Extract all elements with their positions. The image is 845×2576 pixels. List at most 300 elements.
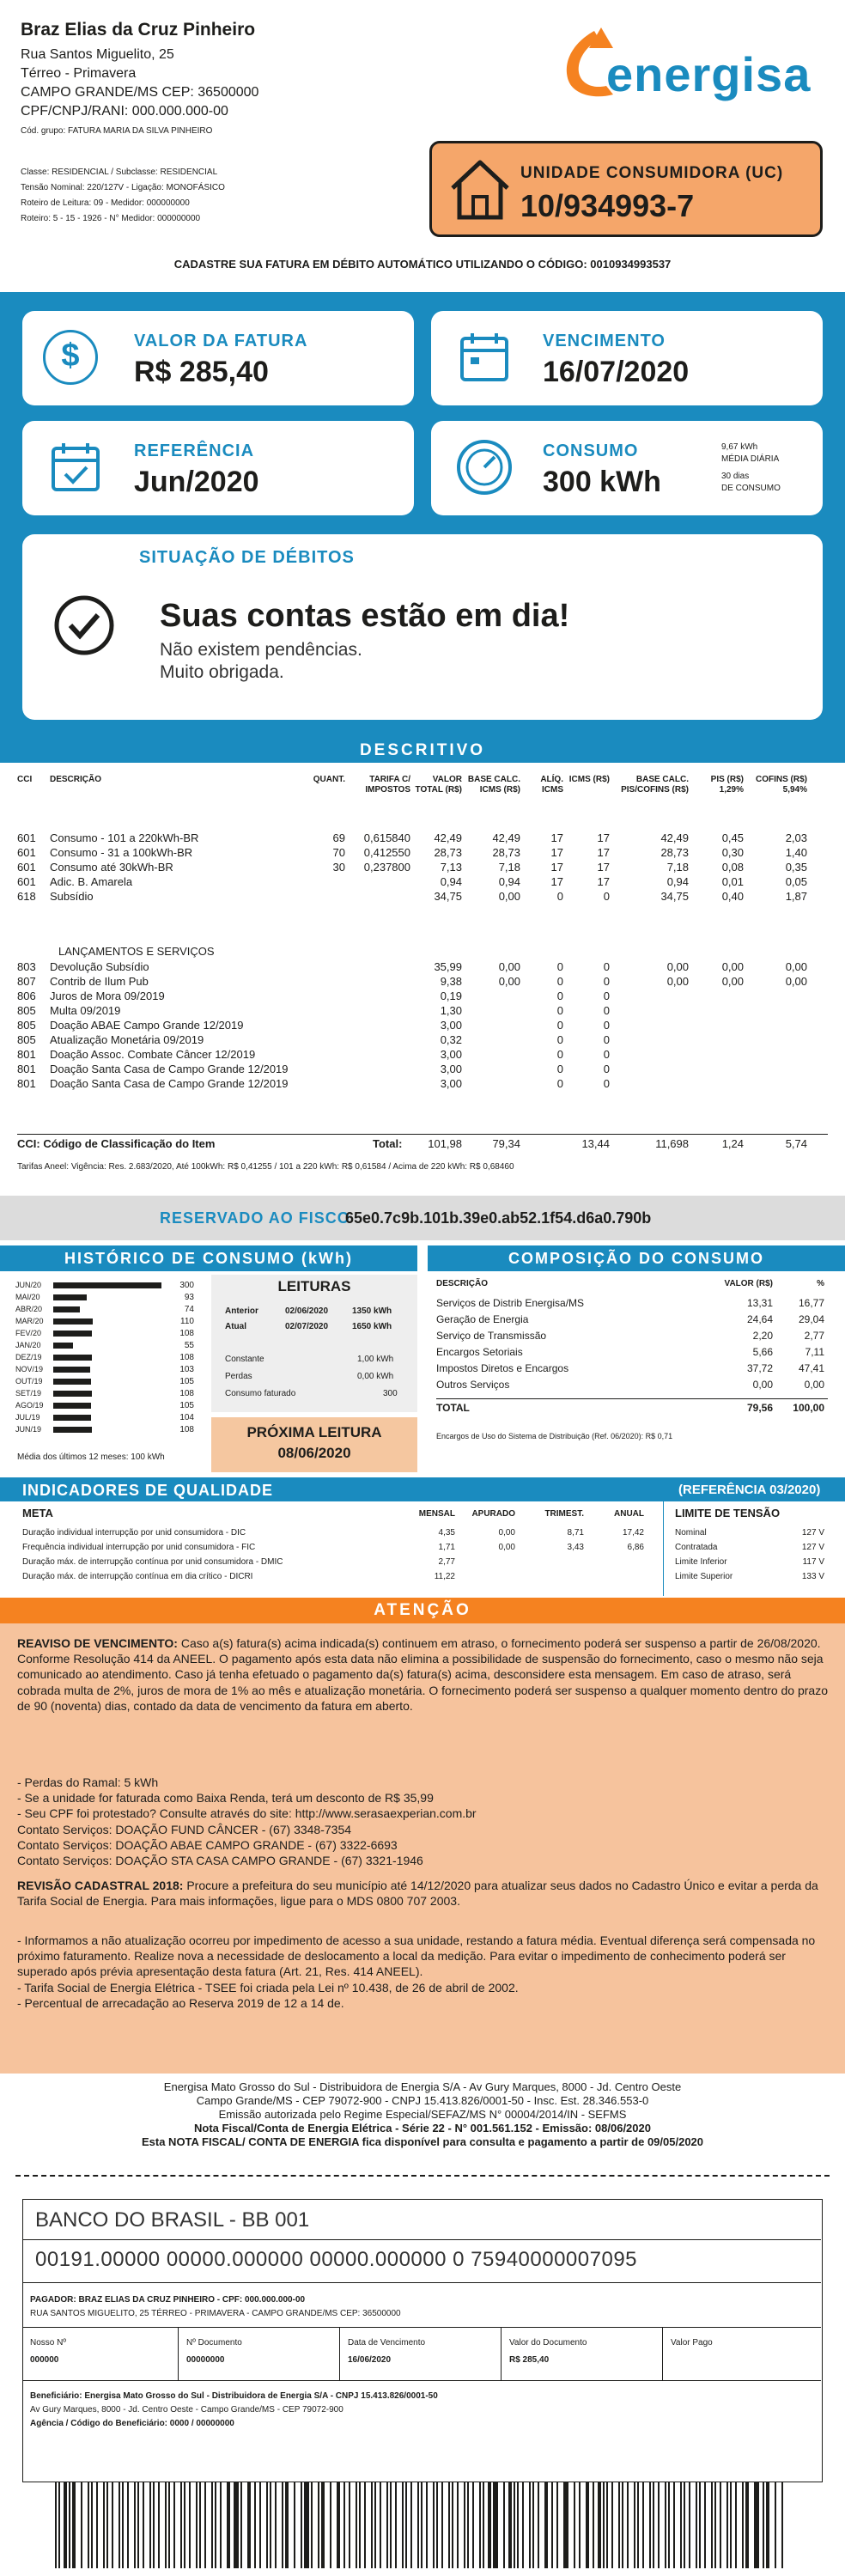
footer-line-2: Campo Grande/MS - CEP 79072-900 - CNPJ 15.413.826/0001-50 - Insc. Est. 28.346.553-0	[196, 2094, 649, 2107]
composicao-header-desc: DESCRIÇÃO	[436, 1279, 489, 1288]
check-circle-icon	[53, 594, 115, 656]
descritivo-cell: 0	[556, 960, 563, 973]
indicador-value: 0,00	[498, 1543, 515, 1552]
descritivo-cell: 801	[17, 1048, 36, 1061]
tensao-label: Contratada	[675, 1543, 718, 1552]
customer-meta-4: Roteiro: 5 - 15 - 1926 - N° Medidor: 000000000	[21, 214, 201, 223]
descritivo-cell: 3,00	[440, 1077, 462, 1090]
situacao-sub-2: Muito obrigada.	[160, 662, 284, 682]
pagador-value: BRAZ ELIAS DA CRUZ PINHEIRO - CPF: 000.000.000-00	[78, 2295, 306, 2305]
descritivo-cell: 7,13	[440, 861, 462, 874]
consumo-dias-value: 30 dias	[721, 472, 750, 481]
descritivo-cell: Juros de Mora 09/2019	[50, 990, 165, 1002]
descritivo-cell: Doação Santa Casa de Campo Grande 12/2019	[50, 1063, 289, 1075]
barcode-bar	[775, 2482, 776, 2568]
descritivo-row	[0, 875, 845, 889]
descritivo-cell: 0,00	[666, 975, 689, 988]
descritivo-cell: 807	[17, 975, 36, 988]
barcode-bar	[781, 2482, 783, 2568]
descritivo-cell: Contrib de Ilum Pub	[50, 975, 149, 988]
consumo-dias-label: DE CONSUMO	[721, 484, 781, 493]
descritivo-header-cell: DESCRIÇÃO	[50, 775, 102, 784]
composicao-valor: 5,66	[752, 1346, 773, 1358]
composicao-pct: 47,41	[798, 1362, 824, 1374]
descritivo-row	[0, 1004, 845, 1018]
barcode-bar	[426, 2482, 428, 2568]
barcode-bar	[275, 2482, 277, 2568]
hist-bar	[53, 1391, 92, 1397]
revisao-text: Procure a prefeitura do seu município até 14/12/2020 para atualizar seus dados no Cadastro Único e evitar a perda da Tarifa Social de Energia. Para mais informações, ligue para o MDS 0800 707 2003.	[17, 1879, 818, 1909]
hist-bar	[53, 1379, 91, 1385]
descritivo-cell: 0,94	[498, 875, 520, 888]
hist-value: 108	[179, 1389, 194, 1398]
beneficiario-line-3: Agência / Código do Beneficiário: 0000 / 00000000	[30, 2419, 234, 2428]
barcode-bar	[593, 2482, 594, 2568]
barcode-bar	[395, 2482, 397, 2568]
descritivo-cell: 0	[556, 1033, 563, 1046]
boleto-field-label: Nº Documento	[186, 2338, 242, 2348]
descritivo-cell: Atualização Monetária 09/2019	[50, 1033, 204, 1046]
revisao-title: REVISÃO CADASTRAL 2018:	[17, 1879, 184, 1892]
barcode-bar	[704, 2482, 706, 2568]
atencao-line: Contato Serviços: DOAÇÃO ABAE CAMPO GRANDE - (67) 3322-6693	[17, 1837, 398, 1852]
composicao-pct: 16,77	[798, 1297, 824, 1309]
barcode-bar	[766, 2482, 769, 2568]
barcode-bar	[153, 2482, 155, 2568]
descritivo-cell: 801	[17, 1063, 36, 1075]
indicador-desc: Frequência individual interrupção por unid consumidora - FIC	[22, 1543, 256, 1552]
barcode-bar	[467, 2482, 469, 2568]
consumo-faturado-label: Consumo faturado	[225, 1389, 296, 1398]
descritivo-cell: 0	[556, 1077, 563, 1090]
barcode-bar	[658, 2482, 660, 2568]
total-value: 11,698	[655, 1137, 689, 1150]
hist-bar	[53, 1306, 80, 1312]
descritivo-cell: 0	[603, 890, 610, 903]
boleto-field-separator	[178, 2327, 179, 2380]
barcode-bar	[266, 2482, 268, 2568]
descritivo-header-cell: CCI	[17, 775, 33, 784]
descritivo-cell: 601	[17, 861, 36, 874]
descritivo-cell: 0	[603, 1004, 610, 1017]
hist-month-label: JUN/19	[15, 1425, 42, 1434]
barcode-bar	[72, 2482, 76, 2568]
debito-automatico-line: CADASTRE SUA FATURA EM DÉBITO AUTOMÁTICO UTILIZANDO O CÓDIGO: 0010934993537	[173, 258, 672, 271]
descritivo-header-cell: VALOR TOTAL (R$)	[415, 775, 462, 795]
customer-name: Braz Elias da Cruz Pinheiro	[21, 20, 256, 40]
barcode-bar	[318, 2482, 319, 2568]
pagador-address: RUA SANTOS MIGUELITO, 25 TÉRREO - PRIMAVERA - CAMPO GRANDE/MS CEP: 36500000	[30, 2309, 401, 2318]
descritivo-cell: Subsídio	[50, 890, 94, 903]
descritivo-cell: 9,38	[440, 975, 462, 988]
uc-value: 10/934993-7	[520, 188, 695, 223]
descritivo-cell: 0,00	[785, 960, 807, 973]
tensao-separator	[663, 1501, 664, 1596]
hist-month-label: FEV/20	[15, 1329, 42, 1337]
barcode-bar	[452, 2482, 453, 2568]
descritivo-cell: 0,40	[721, 890, 744, 903]
barcode-bar	[603, 2482, 605, 2568]
consumo-label: CONSUMO	[543, 442, 639, 460]
descritivo-cell: 0,237800	[363, 861, 410, 874]
descritivo-cell: 0,94	[666, 875, 689, 888]
atencao-line: - Se a unidade for faturada como Baixa Renda, terá um desconto de R$ 35,99	[17, 1791, 434, 1806]
barcode-bar	[356, 2482, 357, 2568]
composicao-desc: Serviço de Transmissão	[436, 1330, 547, 1342]
descritivo-cell: 0,00	[498, 890, 520, 903]
hist-bar	[53, 1331, 92, 1337]
hist-value: 108	[179, 1353, 194, 1362]
hist-bar	[53, 1427, 92, 1433]
fisco-strip	[0, 1196, 845, 1240]
indicadores-col-header: TRIMEST.	[544, 1509, 584, 1519]
hist-bar	[53, 1294, 87, 1300]
consumo-media-label: MÉDIA DIÁRIA	[721, 454, 780, 464]
barcode-bar	[88, 2482, 89, 2568]
descritivo-header-cell: ICMS (R$)	[568, 775, 610, 784]
situacao-debitos-card	[22, 534, 823, 720]
hist-bar	[53, 1318, 93, 1325]
descritivo-header-cell: BASE CALC. PIS/COFINS (R$)	[621, 775, 689, 795]
consumo-value: 300 kWh	[543, 466, 661, 498]
descritivo-cell: 0,19	[440, 990, 462, 1002]
hist-month-label: SET/19	[15, 1389, 42, 1398]
cut-line	[15, 2175, 830, 2177]
descritivo-cell: 70	[332, 846, 345, 859]
hist-month-label: JUL/19	[15, 1413, 40, 1422]
barcode-bar	[529, 2482, 531, 2568]
barcode-bar	[364, 2482, 366, 2568]
boleto-linha-digitavel[interactable]: 00191.00000 00000.000000 00000.000000 0 75940000007095	[35, 2248, 638, 2271]
barcode-bar	[215, 2482, 216, 2568]
descritivo-cell: 0,615840	[363, 831, 410, 844]
barcode-bar	[402, 2482, 404, 2568]
barcode-bar	[374, 2482, 376, 2568]
barcode-bar	[689, 2482, 690, 2568]
perdas-value: 0,00 kWh	[357, 1372, 394, 1381]
atencao-line: Contato Serviços: DOAÇÃO STA CASA CAMPO GRANDE - (67) 3321-1946	[17, 1854, 423, 1868]
barcode-bar	[254, 2482, 256, 2568]
barcode-bar	[386, 2482, 388, 2568]
descritivo-cell: 0,00	[785, 975, 807, 988]
composicao-total-pct: 100,00	[793, 1402, 824, 1414]
descritivo-row	[0, 1063, 845, 1076]
barcode-bar	[436, 2482, 438, 2568]
barcode-bar	[699, 2482, 701, 2568]
barcode-bar	[359, 2482, 361, 2568]
perdas-label: Perdas	[225, 1372, 252, 1381]
barcode-bar	[472, 2482, 474, 2568]
descritivo-cell: 0,30	[721, 846, 744, 859]
composicao-pct: 2,77	[804, 1330, 824, 1342]
total-value: 1,24	[721, 1137, 744, 1150]
descritivo-cell: Consumo - 101 a 220kWh-BR	[50, 831, 199, 844]
indicador-value: 17,42	[622, 1528, 644, 1538]
barcode-bar	[514, 2482, 515, 2568]
hist-bar	[53, 1415, 91, 1421]
descritivo-cell: 0	[603, 960, 610, 973]
descritivo-row	[0, 1077, 845, 1091]
barcode-bar	[112, 2482, 113, 2568]
summary-section	[0, 292, 845, 739]
customer-address-3: CAMPO GRANDE/MS CEP: 36500000	[21, 85, 259, 100]
referencia-card	[22, 421, 414, 515]
barcode-bar	[538, 2482, 539, 2568]
barcode-bar	[618, 2482, 620, 2568]
atencao-lines	[17, 1775, 828, 1868]
hist-value: 108	[179, 1329, 194, 1338]
boleto-field-value: R$ 285,40	[509, 2355, 550, 2365]
hist-value: 74	[184, 1305, 194, 1314]
meta-label: META	[22, 1507, 53, 1519]
descritivo-cell: 806	[17, 990, 36, 1002]
descritivo-cell: 2,03	[785, 831, 807, 844]
descritivo-row	[0, 975, 845, 989]
descritivo-cell: 0,32	[440, 1033, 462, 1046]
fisco-label: RESERVADO AO FISCO	[160, 1209, 350, 1227]
total-value: 13,44	[581, 1137, 610, 1150]
barcode-bar	[579, 2482, 581, 2568]
descritivo-cell: 0,412550	[363, 846, 410, 859]
barcode-bar	[64, 2482, 67, 2568]
atencao-bar: ATENÇÃO	[0, 1598, 845, 1623]
descritivo-table	[0, 763, 845, 1185]
barcode-bar	[503, 2482, 505, 2568]
barcode-bar	[668, 2482, 670, 2568]
consumo-media-value: 9,67 kWh	[721, 442, 758, 452]
hist-value: 105	[179, 1401, 194, 1410]
barcode-bar	[711, 2482, 713, 2568]
barcode-bar	[457, 2482, 459, 2568]
boleto-field-label: Nosso Nº	[30, 2338, 66, 2348]
composicao-desc: Outros Serviços	[436, 1379, 510, 1391]
valor-fatura-card	[22, 311, 414, 405]
descritivo-cell: 805	[17, 1004, 36, 1017]
composicao-desc: Serviços de Distrib Energisa/MS	[436, 1297, 585, 1309]
descritivo-cell: 0,00	[721, 975, 744, 988]
barcode-bar	[204, 2482, 206, 2568]
descritivo-row	[0, 861, 845, 874]
composicao-desc: Impostos Diretos e Encargos	[436, 1362, 569, 1374]
descritivo-cell: 69	[332, 831, 345, 844]
composicao-bar: COMPOSIÇÃO DO CONSUMO	[428, 1245, 845, 1271]
descritivo-cell: Devolução Subsídio	[50, 960, 149, 973]
gauge-icon	[455, 438, 514, 496]
barcode-bar	[199, 2482, 201, 2568]
descritivo-header-cell: TARIFA C/ IMPOSTOS	[365, 775, 410, 795]
barcode-bar	[270, 2482, 271, 2568]
barcode-bar	[742, 2482, 744, 2568]
indicador-value: 4,35	[438, 1528, 455, 1538]
hist-bar	[53, 1355, 92, 1361]
hist-value: 110	[180, 1317, 194, 1326]
hist-value: 105	[179, 1377, 194, 1386]
descritivo-cell: 7,18	[666, 861, 689, 874]
barcode-bar	[479, 2482, 481, 2568]
descritivo-cell: Consumo até 30kWh-BR	[50, 861, 173, 874]
composicao-total-value: 79,56	[746, 1402, 773, 1414]
barcode-bar	[55, 2482, 57, 2568]
indicador-value: 2,77	[438, 1557, 455, 1567]
footer-line-1: Energisa Mato Grosso do Sul - Distribuidora de Energia S/A - Av Gury Marques, 8000 - Jd. Centro Oeste	[163, 2080, 682, 2093]
historico-chart	[0, 1275, 206, 1472]
historico-bar: HISTÓRICO DE CONSUMO (kWh)	[0, 1245, 417, 1271]
composicao-pct: 7,11	[805, 1346, 824, 1358]
descritivo-row	[0, 960, 845, 974]
atencao-lines-2	[17, 1933, 828, 2011]
logo-text: energisa	[606, 47, 812, 101]
descritivo-cell: 42,49	[492, 831, 520, 844]
bill-header	[0, 0, 845, 292]
descritivo-cell: 28,73	[660, 846, 689, 859]
barcode-bar	[301, 2482, 302, 2568]
barcode-bar	[754, 2482, 759, 2568]
situacao-sub-1: Não existem pendências.	[160, 640, 362, 660]
beneficiario-line-2: Av Gury Marques, 8000 - Jd. Centro Oeste - Campo Grande/MS - CEP 79072-900	[30, 2405, 343, 2415]
barcode	[55, 2482, 790, 2568]
leitura-atual-kwh: 1650 kWh	[352, 1322, 392, 1331]
revisao-paragraph	[17, 1878, 828, 1909]
descritivo-divider	[17, 1134, 828, 1135]
boleto-divider-4	[23, 2380, 821, 2381]
descritivo-cell: 0,05	[785, 875, 807, 888]
barcode-bar	[119, 2482, 120, 2568]
barcode-bar	[720, 2482, 721, 2568]
boleto-divider-2	[23, 2282, 821, 2283]
barcode-bar	[285, 2482, 289, 2568]
descritivo-cell: 601	[17, 846, 36, 859]
barcode-bar	[58, 2482, 60, 2568]
energisa-logo	[550, 26, 824, 120]
indicador-value: 3,43	[567, 1543, 584, 1552]
hist-month-label: JUN/20	[15, 1281, 42, 1289]
composicao-valor: 2,20	[752, 1330, 773, 1342]
descritivo-header-cell: BASE CALC. ICMS (R$)	[467, 775, 520, 795]
atencao-line: - Seu CPF foi protestado? Consulte através do site: http://www.serasaexperian.com.br	[17, 1806, 477, 1821]
customer-meta-3: Roteiro de Leitura: 09 - Medidor: 000000000	[21, 198, 190, 208]
descritivo-cell: 3,00	[440, 1019, 462, 1032]
barcode-bar	[81, 2482, 82, 2568]
descritivo-cell: 0	[603, 1063, 610, 1075]
barcode-bar	[196, 2482, 198, 2568]
descritivo-cell: 0	[603, 1048, 610, 1061]
descritivo-cell: 34,75	[660, 890, 689, 903]
descritivo-cell: 17	[550, 875, 563, 888]
descritivo-row	[0, 1019, 845, 1032]
boleto-field-separator	[501, 2327, 502, 2380]
barcode-bar	[282, 2482, 283, 2568]
total-value: 5,74	[785, 1137, 807, 1150]
descritivo-cell: 0,00	[666, 960, 689, 973]
barcode-bar	[96, 2482, 98, 2568]
indicadores-title: INDICADORES DE QUALIDADE	[22, 1482, 274, 1499]
barcode-bar	[665, 2482, 666, 2568]
indicadores-table	[0, 1501, 845, 1596]
descritivo-cell: 17	[597, 831, 610, 844]
boleto-fields	[23, 2327, 821, 2380]
descritivo-cell: 0,00	[721, 960, 744, 973]
boleto-field-label: Valor Pago	[671, 2338, 713, 2348]
descritivo-cell: Doação Santa Casa de Campo Grande 12/2019	[50, 1077, 289, 1090]
descritivo-row	[0, 1048, 845, 1062]
barcode-bar	[247, 2482, 251, 2568]
barcode-bar	[321, 2482, 325, 2568]
boleto-field-value: 16/06/2020	[348, 2355, 392, 2365]
customer-address-2: Térreo - Primavera	[21, 66, 137, 81]
barcode-bar	[421, 2482, 422, 2568]
indicador-value: 0,00	[498, 1528, 515, 1538]
atencao-line-2: - Informamos a não atualização ocorreu por impedimento de acesso a sua unidade, restando a fatura média. Eventual diferença será compensada no próximo faturamento. Realize nova a necessidade de deslocamento a local da medição. Para evitar o impedimento de conhecimento poderá ser superado após prévia apresentação desta fatura (Art. 21, Res. 414 ANEEL).	[17, 1934, 816, 1979]
indicadores-bar	[0, 1477, 845, 1501]
atencao-box	[0, 1623, 845, 2074]
beneficiario-line-1: Beneficiário: Energisa Mato Grosso do Sul - Distribuidora de Energia S/A - CNPJ 15.413.826/0001-50	[30, 2391, 438, 2401]
barcode-bar	[137, 2482, 139, 2568]
descritivo-cell: 0	[556, 1004, 563, 1017]
descritivo-cell: 0	[556, 1048, 563, 1061]
atencao-line: Contato Serviços: DOAÇÃO FUND CÂNCER - (67) 3348-7354	[17, 1822, 352, 1836]
barcode-bar	[180, 2482, 182, 2568]
valor-fatura-label: VALOR DA FATURA	[134, 332, 308, 350]
descritivo-header-cell: PIS (R$) 1,29%	[710, 775, 744, 795]
descritivo-cell: 28,73	[434, 846, 462, 859]
descritivo-cell: 0	[603, 1077, 610, 1090]
dollar-icon: $	[43, 330, 98, 385]
atencao-line-2: - Tarifa Social de Energia Elétrica - TSEE foi criada pela Lei nº 10.438, de 26 de abril de 2002.	[17, 1980, 519, 1994]
descritivo-cell: Adic. B. Amarela	[50, 875, 133, 888]
barcode-bar	[106, 2482, 108, 2568]
hist-value: 108	[179, 1425, 194, 1434]
barcode-bar	[184, 2482, 185, 2568]
descritivo-cell: 0,35	[785, 861, 807, 874]
descritivo-cell: 803	[17, 960, 36, 973]
barcode-bar	[586, 2482, 589, 2568]
descritivo-cell: Multa 09/2019	[50, 1004, 121, 1017]
tensao-value: 133 V	[801, 1572, 824, 1581]
barcode-bar	[556, 2482, 558, 2568]
indicadores-col-header: ANUAL	[614, 1509, 644, 1519]
composicao-total-label: TOTAL	[436, 1402, 470, 1414]
situacao-label: SITUAÇÃO DE DÉBITOS	[139, 548, 355, 567]
situacao-title: Suas contas estão em dia!	[160, 598, 570, 634]
descritivo-cell: 30	[332, 861, 345, 874]
barcode-bar	[522, 2482, 524, 2568]
vencimento-card	[431, 311, 823, 405]
barcode-bar	[304, 2482, 309, 2568]
boleto-field-label: Data de Vencimento	[348, 2338, 426, 2348]
descritivo-cell: 0,01	[721, 875, 744, 888]
barcode-bar	[220, 2482, 222, 2568]
indicadores-ref: (REFERÊNCIA 03/2020)	[678, 1483, 821, 1497]
descritivo-cell: 0	[556, 1019, 563, 1032]
proxima-leitura-date: 08/06/2020	[277, 1445, 351, 1461]
vencimento-label: VENCIMENTO	[543, 332, 666, 350]
indicador-value: 1,71	[438, 1543, 455, 1552]
descritivo-row	[0, 831, 845, 845]
indicadores-col-header: APURADO	[471, 1509, 515, 1519]
barcode-bar	[464, 2482, 465, 2568]
barcode-bar	[189, 2482, 191, 2568]
footer-line-3: Emissão autorizada pelo Regime Especial/SEFAZ/MS N° 00004/2014/IN - SEFMS	[218, 2108, 627, 2121]
total-label: Total:	[373, 1137, 403, 1150]
tensao-value: 117 V	[802, 1557, 824, 1567]
descritivo-cell: 0	[556, 1063, 563, 1075]
descritivo-row	[0, 990, 845, 1003]
barcode-bar	[127, 2482, 129, 2568]
barcode-bar	[240, 2482, 242, 2568]
hist-value: 104	[179, 1413, 194, 1422]
boleto-bank: BANCO DO BRASIL - BB 001	[35, 2208, 310, 2232]
descritivo-cell: Doação Assoc. Combate Câncer 12/2019	[50, 1048, 256, 1061]
